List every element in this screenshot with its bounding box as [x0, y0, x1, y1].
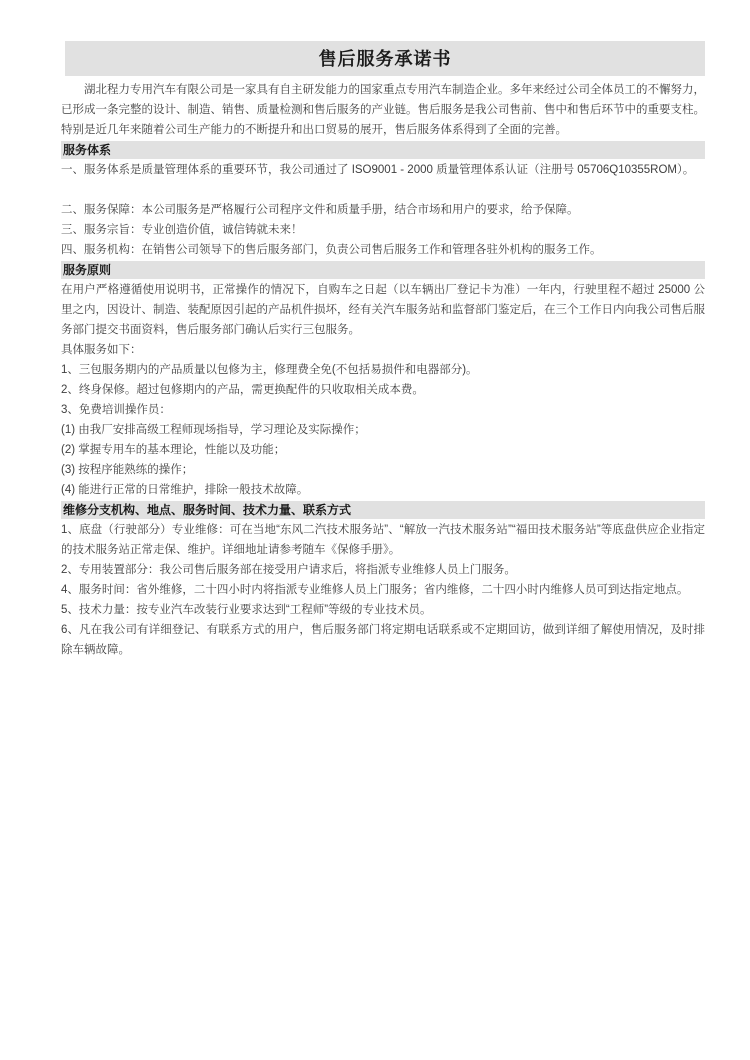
section-heading-repair-branches: 维修分支机构、地点、服务时间、技术力量、联系方式 — [61, 501, 705, 519]
text-paragraph: 6、凡在我公司有详细登记、有联系方式的用户，售后服务部门将定期电话联系或不定期回访，做到详细了解使用情况，及时排除车辆故障。 — [61, 624, 705, 656]
text-line: 具体服务如下： — [61, 344, 142, 356]
text-line: (3) 按程序能熟练的操作； — [61, 464, 194, 476]
section-heading-service-principles: 服务原则 — [61, 261, 705, 279]
text-line: 2、终身保修。超过包修期内的产品，需更换配件的只收取相关成本费。 — [61, 384, 424, 396]
text-line: 4、服务时间：省外维修，二十四小时内将指派专业维修人员上门服务；省内维修，二十四小时内维修人员可到达指定地点。 — [61, 584, 689, 596]
service-commitment-document — [61, 41, 705, 660]
blank-line — [61, 180, 705, 200]
page-title-bar — [65, 41, 705, 76]
intro-paragraph: 湖北程力专用汽车有限公司是一家具有自主研发能力的国家重点专用汽车制造企业。多年来经过公司全体员工的不懈努力，已形成一条完整的设计、制造、销售、质量检测和售后服务的产业链。售后服务是我公司售前、售中和售后环节中的重要支柱。特别是近几年来随着公司生产能力的不断提升和出口贸易的展开，售后服务体系得到了全面的完善。 — [61, 84, 705, 136]
section-heading-service-system: 服务体系 — [61, 141, 705, 159]
text-line: (2) 掌握专用车的基本理论，性能以及功能； — [61, 444, 286, 456]
text-line: 1、三包服务期内的产品质量以包修为主，修理费全免(不包括易损件和电器部分)。 — [61, 364, 478, 376]
text-paragraph: 在用户严格遵循使用说明书，正常操作的情况下，自购车之日起（以车辆出厂登记卡为准）一年内，行驶里程不超过 25000 公里之内，因设计、制造、装配原因引起的产品机件损坏，经有关汽车服务站和监督部门鉴定后，在三个工作日内向我公司售后服务部门提交书面资料，售后服务部门确认后实行三包服务。 — [61, 284, 705, 336]
text-line: (4) 能进行正常的日常维护，排除一般技术故障。 — [61, 484, 309, 496]
text-line: 2、专用装置部分：我公司售后服务部在接受用户请求后，将指派专业维修人员上门服务。 — [61, 564, 516, 576]
text-line: 5、技术力量：按专业汽车改装行业要求达到“工程师”等级的专业技术员。 — [61, 604, 432, 616]
text-line: 一、服务体系是质量管理体系的重要环节，我公司通过了 ISO9001 - 2000 质量管理体系认证（注册号 05706Q10355ROM）。 — [61, 164, 695, 176]
text-line: (1) 由我厂安排高级工程师现场指导，学习理论及实际操作； — [61, 424, 366, 436]
text-line: 二、服务保障：本公司服务是严格履行公司程序文件和质量手册，结合市场和用户的要求，给予保障。 — [61, 204, 579, 216]
text-line: 3、免费培训操作员： — [61, 404, 171, 416]
page-title: 售后服务承诺书 — [318, 48, 452, 69]
text-paragraph: 1、底盘（行驶部分）专业维修：可在当地“东风二汽技术服务站”、“解放一汽技术服务站”“福田技术服务站”等底盘供应企业指定的技术服务站正常走保、维护。详细地址请参考随车《保修手册》。 — [61, 524, 705, 556]
text-line: 四、服务机构：在销售公司领导下的售后服务部门，负责公司售后服务工作和管理各驻外机构的服务工作。 — [61, 244, 602, 256]
text-line: 三、服务宗旨：专业创造价值，诚信铸就未来！ — [61, 224, 303, 236]
